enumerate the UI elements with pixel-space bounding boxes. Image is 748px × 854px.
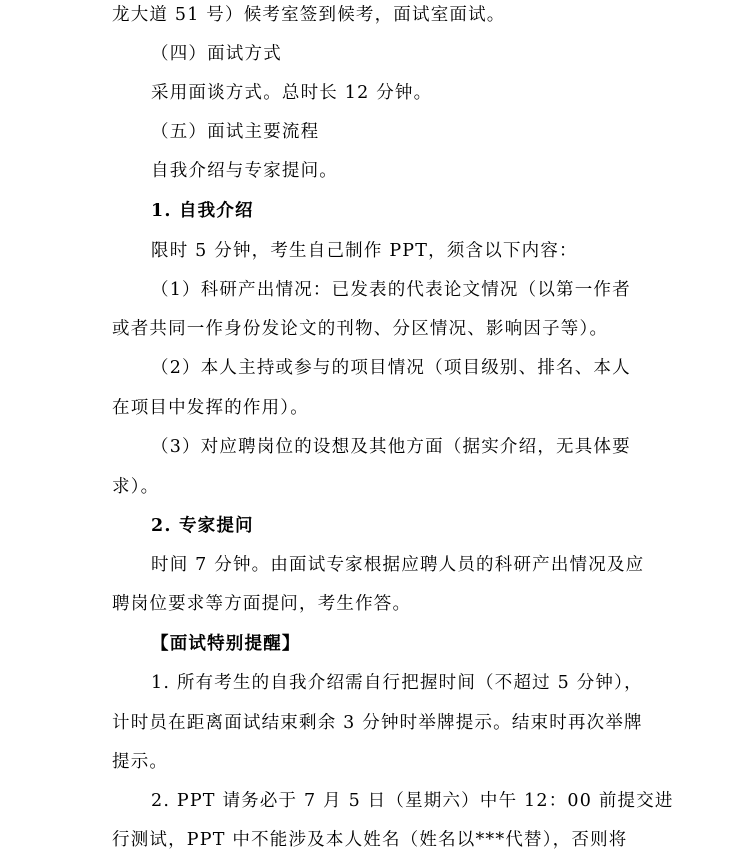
reminder-item-1-cont: 计时员在距离面试结束剩余 3 分钟时举牌提示。结束时再次举牌 [112, 713, 643, 733]
paragraph-self-intro-time: 限时 5 分钟，考生自己制作 PPT，须含以下内容： [151, 241, 578, 261]
heading-expert-questions: 2. 专家提问 [151, 516, 254, 536]
reminder-item-2: 2. PPT 请务必于 7 月 5 日（星期六）中午 12：00 前提交进 [151, 791, 674, 811]
list-item-research-output-cont: 或者共同一作身份发论文的刊物、分区情况、影响因子等）。 [112, 319, 609, 339]
heading-interview-method: （四）面试方式 [151, 44, 282, 64]
paragraph-expert-questions: 时间 7 分钟。由面试专家根据应聘人员的科研产出情况及应 [151, 555, 645, 575]
paragraph-exam-location-end: 龙大道 51 号）候考室签到候考，面试室面试。 [112, 5, 506, 25]
heading-interview-process: （五）面试主要流程 [151, 122, 320, 142]
heading-special-reminder: 【面试特别提醒】 [151, 634, 301, 654]
reminder-item-1-end: 提示。 [112, 752, 169, 772]
list-item-position-plans: （3）对应聘岗位的设想及其他方面（据实介绍，无具体要 [151, 437, 631, 457]
paragraph-interview-method: 采用面谈方式。总时长 12 分钟。 [151, 83, 433, 103]
list-item-position-plans-cont: 求）。 [112, 477, 160, 497]
list-item-projects: （2）本人主持或参与的项目情况（项目级别、排名、本人 [151, 358, 631, 378]
heading-self-introduction: 1. 自我介绍 [151, 201, 254, 221]
list-item-projects-cont: 在项目中发挥的作用）。 [112, 398, 309, 418]
list-item-research-output: （1）科研产出情况：已发表的代表论文情况（以第一作者 [151, 280, 631, 300]
paragraph-expert-questions-cont: 聘岗位要求等方面提问，考生作答。 [112, 594, 412, 614]
paragraph-interview-process: 自我介绍与专家提问。 [151, 161, 338, 181]
reminder-item-1: 1. 所有考生的自我介绍需自行把握时间（不超过 5 分钟）， [151, 673, 643, 693]
reminder-item-2-cont: 行测试，PPT 中不能涉及本人姓名（姓名以***代替），否则将 [112, 830, 628, 850]
